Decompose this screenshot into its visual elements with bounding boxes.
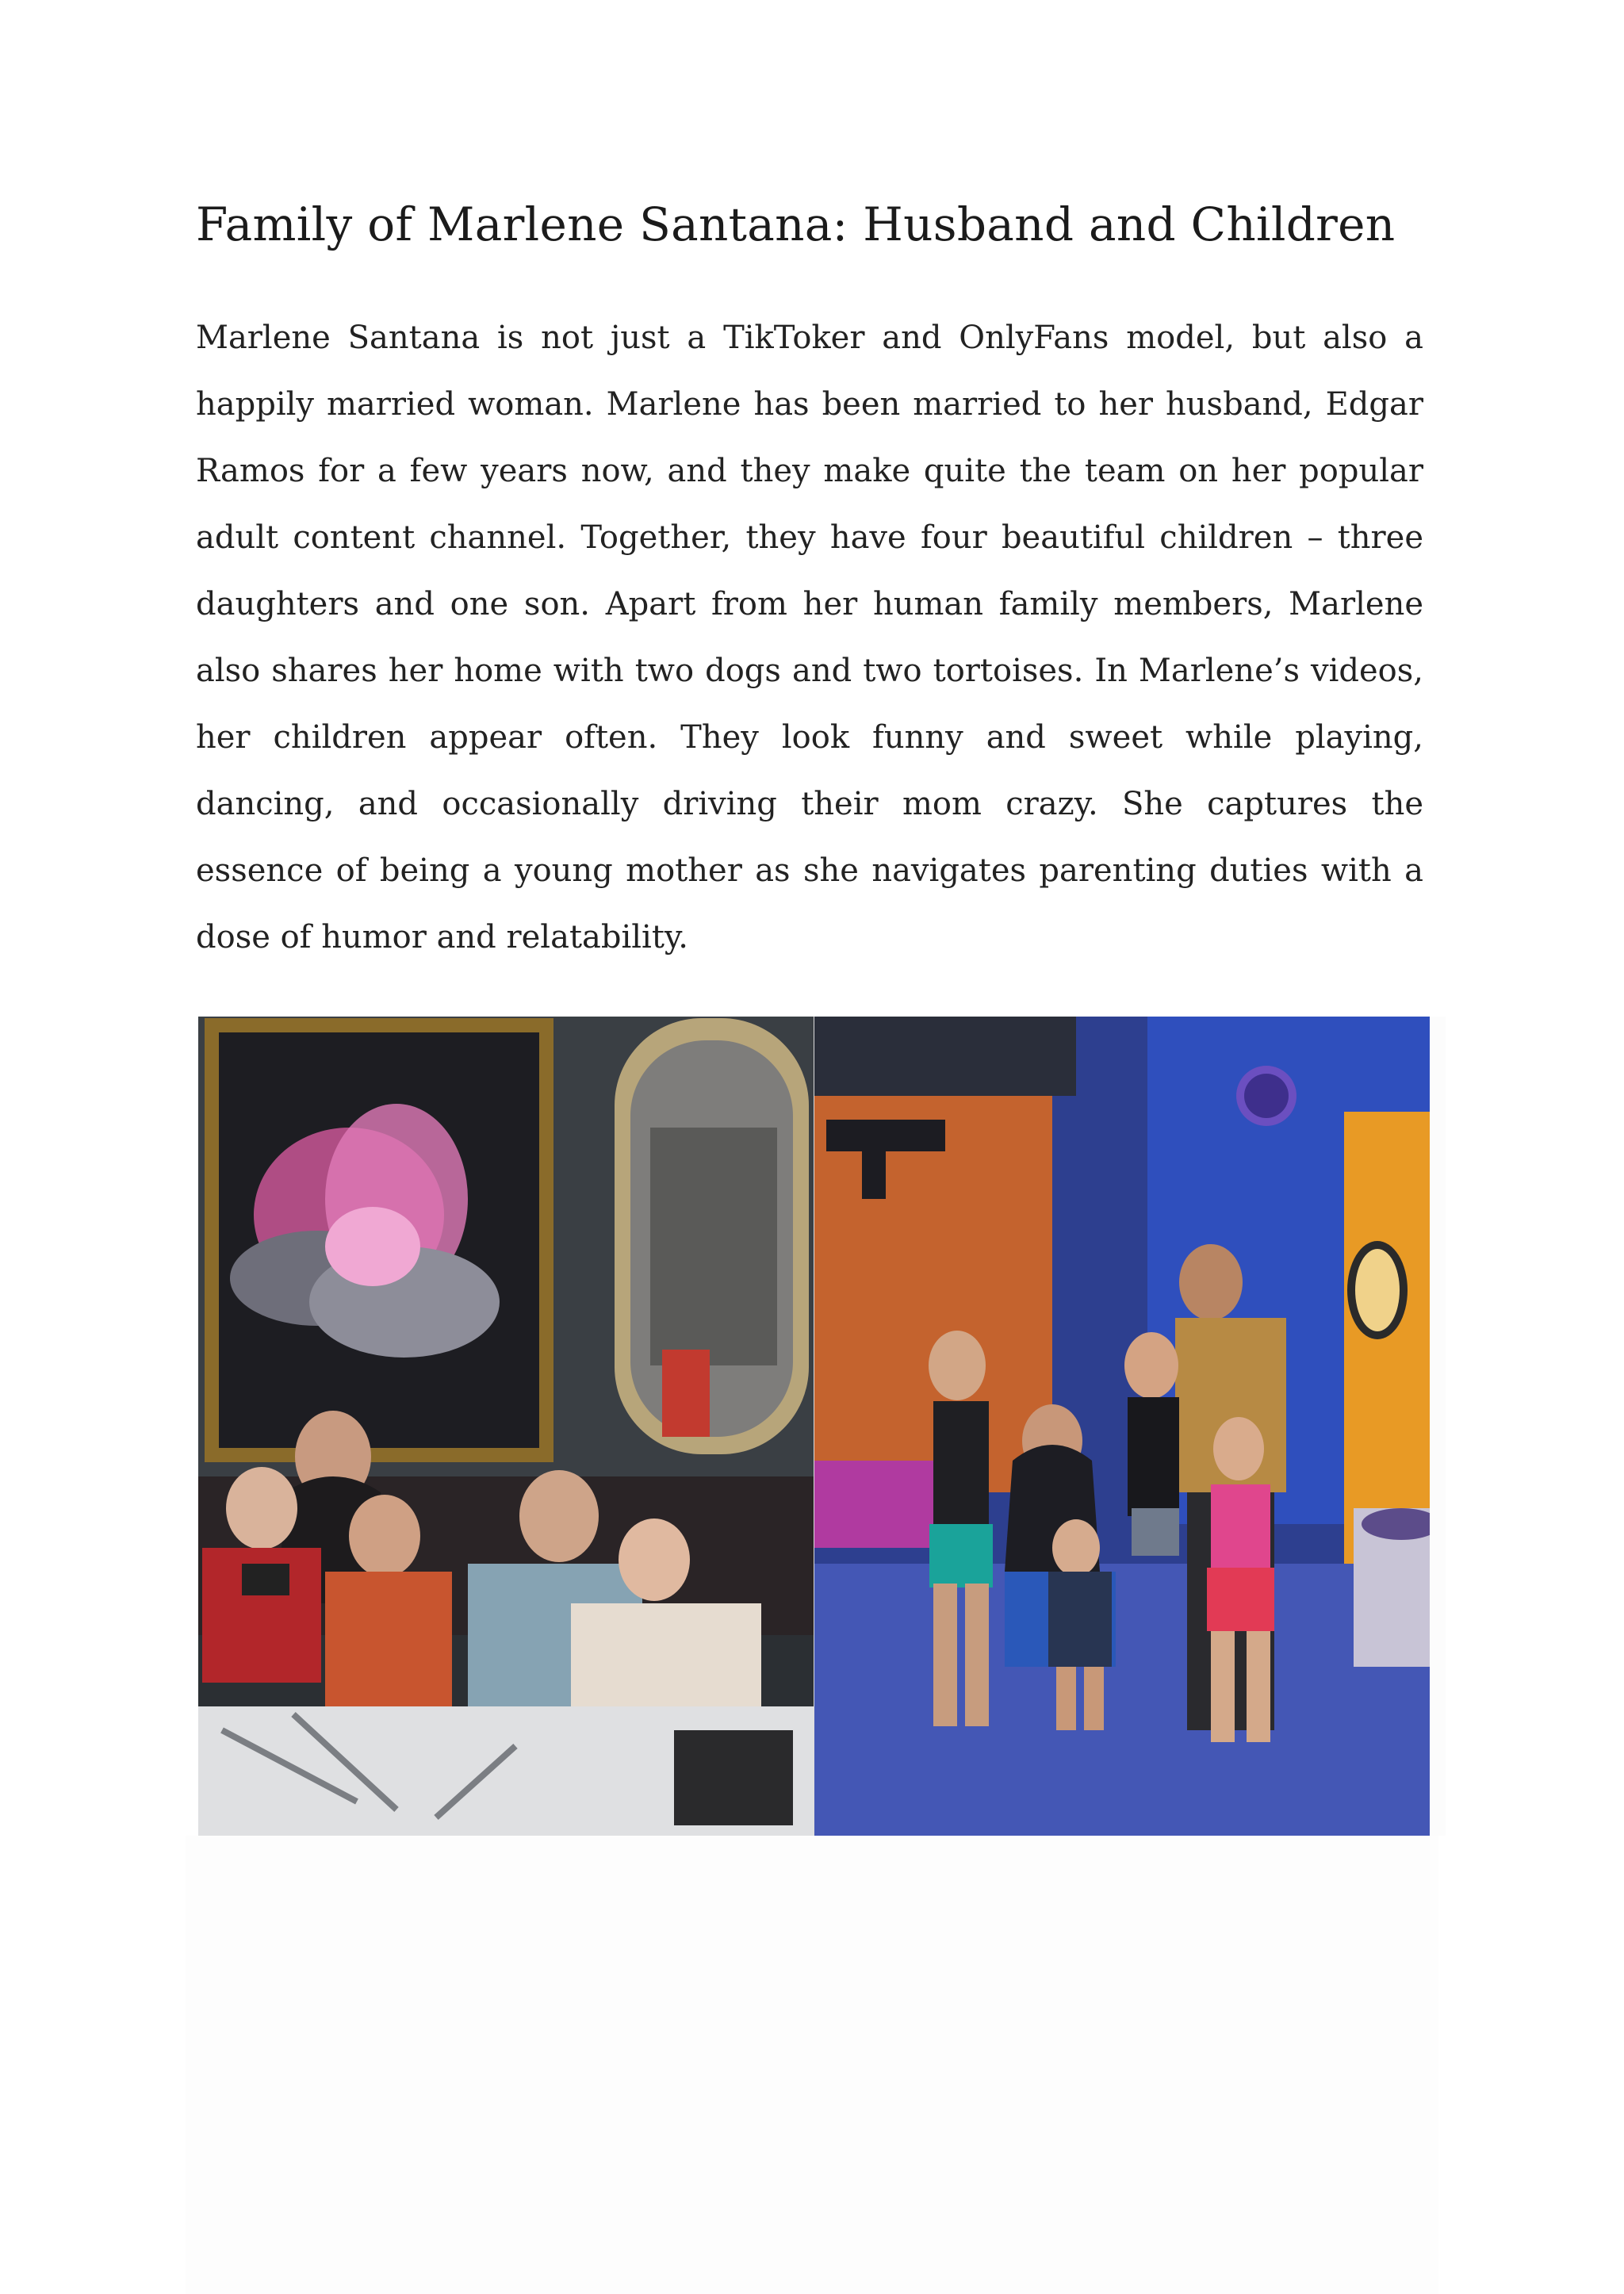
empty-image-area (186, 1836, 1438, 2294)
photo-edge-shade (1430, 1017, 1446, 1836)
family-photo-collage (198, 1017, 1430, 1836)
article-heading: Family of Marlene Santana: Husband and Children (196, 197, 1396, 251)
family-party-photo (814, 1017, 1430, 1836)
party-photo-icon (814, 1017, 1430, 1836)
article-content (196, 189, 1423, 971)
family-restaurant-photo (198, 1017, 814, 1836)
restaurant-photo-icon (198, 1017, 814, 1836)
article-paragraph: Marlene Santana is not just a TikToker and OnlyFans model, but also a happily married woman. Marlene has been married to her husband, Edgar Ramos for a few years now, and they make quite the team on her popular adult content channel. Together, they have four beautiful children – three daughters and one son. Apart from her human family members, Marlene also shares her home with two dogs and two tortoises. In Marlene’s videos, her children appear often. They look funny and sweet while playing, dancing, and occasionally driving their mom crazy. She captures the essence of being a young mother as she navigates parenting duties with a dose of humor and relatability. (196, 320, 1423, 956)
